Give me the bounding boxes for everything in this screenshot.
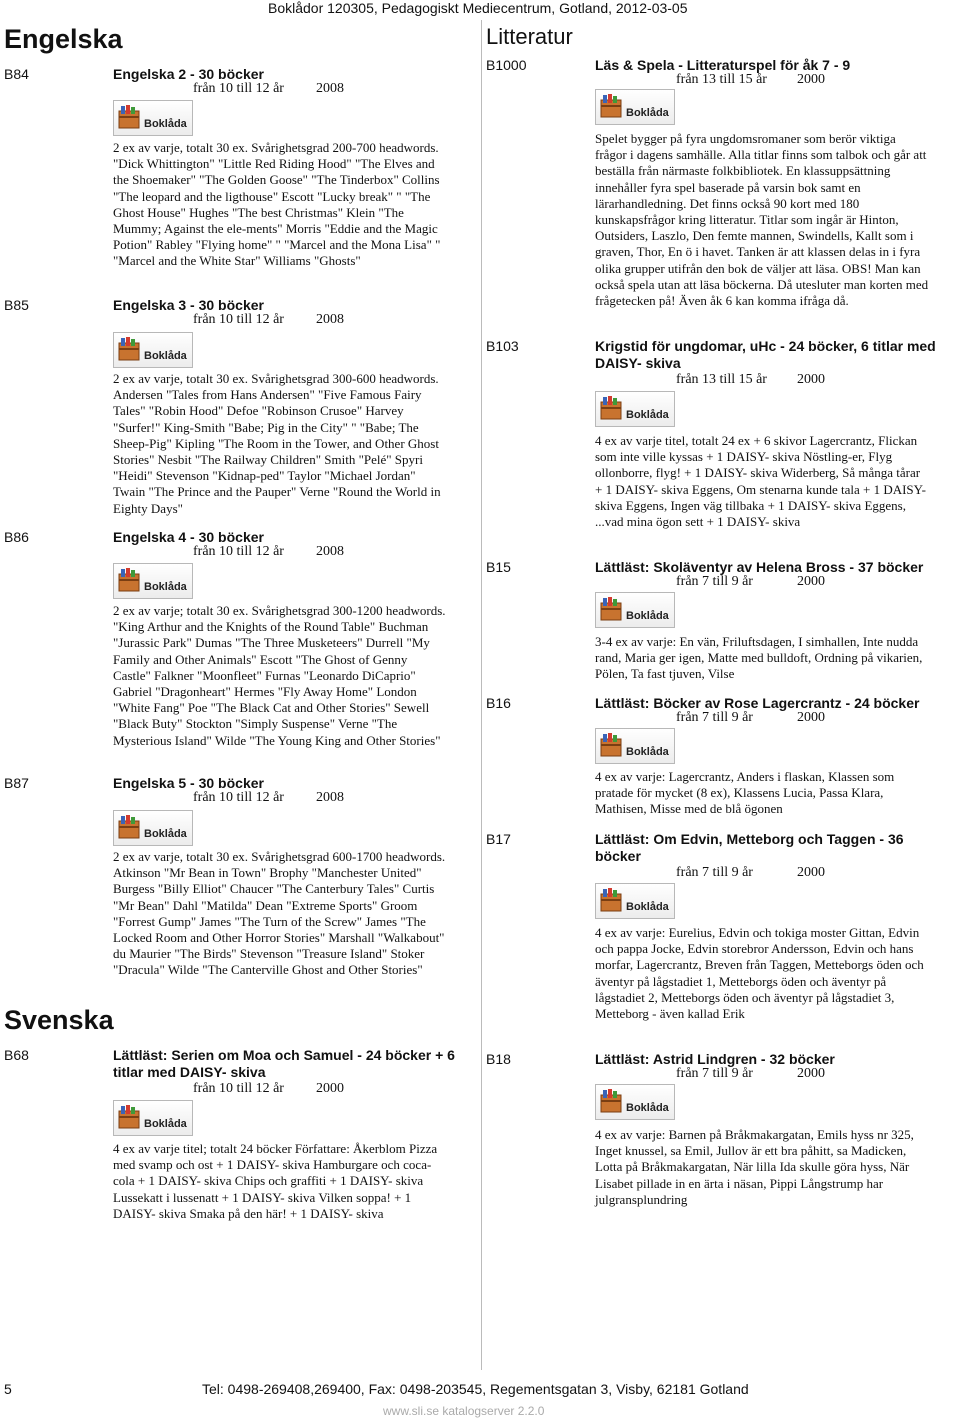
boklada-button[interactable]: Boklåda xyxy=(113,563,193,599)
boklada-button[interactable]: Boklåda xyxy=(595,592,675,628)
item-code: B84 xyxy=(4,66,29,82)
book-box-icon xyxy=(599,596,623,622)
item-year: 2000 xyxy=(797,1066,825,1081)
item-age: från 7 till 9 år xyxy=(676,710,753,725)
item-year: 2008 xyxy=(316,81,344,96)
item-code: B15 xyxy=(486,559,511,575)
book-box-icon xyxy=(117,567,141,593)
boklada-button[interactable]: Boklåda xyxy=(113,810,193,846)
boklada-button[interactable]: Boklåda xyxy=(113,1100,193,1136)
item-title: Engelska 3 - 30 böcker xyxy=(113,297,264,313)
item-title: Engelska 2 - 30 böcker xyxy=(113,66,264,82)
item-age: från 7 till 9 år xyxy=(676,865,753,880)
item-description: 4 ex av varje titel, totalt 24 ex + 6 skivor Lagercrantz, Flickan som inte ville kyssas + 1 DAISY- skiva Nöstling-er, Flyg ollonborre, flyg! + 1 DAISY- skiva Widerberg, Så många tårar + 1 DAISY- skiva Eggens, Om stenarna kunde tala + 1 DAISY- skiva Eggens, Ingen väg tillbaka + 1 DAISY- skiva Eggens, ...vad mina ögon sett + 1 DAISY- skiva xyxy=(595,433,926,530)
item-description: 4 ex av varje: Eurelius, Edvin och tokiga moster Gittan, Edvin och pappa Jocke, Edvin storebror Andersson, Edvin och hans morfar, Lagercrantz, Breven från Taggen, Metteborgs öden och äventyr på lågstadiet 1, Metteborgs öden och äventyr på lågstadiet 2, Metteborgs öden och äventyr på lågstadiet 3, Metteborg - även kallad Erik xyxy=(595,925,924,1022)
footer-url[interactable]: www.sli.se katalogserver 2.2.0 xyxy=(383,1404,545,1418)
item-age: från 10 till 12 år xyxy=(193,790,284,805)
item-code: B85 xyxy=(4,297,29,313)
item-year: 2008 xyxy=(316,312,344,327)
boklada-button[interactable]: Boklåda xyxy=(595,1084,675,1120)
column-divider xyxy=(481,20,482,1370)
item-code: B1000 xyxy=(486,57,527,73)
item-code: B68 xyxy=(4,1047,29,1063)
item-description: 2 ex av varje; totalt 30 ex. Svårighetsgrad 300-1200 headwords. "King Arthur and the Knights of the Round Table" Buchman "Jurassic Park" Dumas "The Three Musketeers" Durrell "My Family and Other Animals" Escott "The Ghost of Genny Castle" Falkner "Moonfleet" Furnas "Leonardo DiCaprio" Gabriel "Dragonheart" Hermes "Fly Away Home" London "White Fang" Poe "The Black Cat and Other Stories" Sewell "Black Buty" Stockton "Simply Suspense" Verne "The Mysterious Island" Wilde "The Young King and Other Stories" xyxy=(113,603,446,748)
item-title: Engelska 4 - 30 böcker xyxy=(113,529,264,545)
book-box-icon xyxy=(599,1088,623,1114)
section-title-svenska: Svenska xyxy=(4,1005,114,1035)
boklada-button[interactable]: Boklåda xyxy=(595,89,675,125)
book-box-icon xyxy=(599,395,623,421)
item-title: Engelska 5 - 30 böcker xyxy=(113,775,264,791)
item-title: Lättläst: Skoläventyr av Helena Bross - 37 böcker xyxy=(595,559,924,575)
item-title: Lättläst: Om Edvin, Metteborg och Taggen - 36 böcker xyxy=(595,831,904,864)
boklada-button[interactable]: Boklåda xyxy=(113,332,193,368)
item-title: Lättläst: Astrid Lindgren - 32 böcker xyxy=(595,1051,835,1067)
book-box-icon xyxy=(599,93,623,119)
book-box-icon xyxy=(599,887,623,913)
item-title: Lättläst: Böcker av Rose Lagercrantz - 24 böcker xyxy=(595,695,920,711)
item-age: från 13 till 15 år xyxy=(676,372,767,387)
item-year: 2000 xyxy=(316,1081,344,1096)
item-description: Spelet bygger på fyra ungdomsromaner som berör viktiga frågor i dagens samhälle. Alla titlar finns som talbok och går att beställa från närmaste folkbibliotek. En klassuppsättning innehåller fyra spel baserade på varsin bok samt en lärarhandledning. Det finns också 90 kort med 180 kunskapsfrågor kring litteratur. Titlar som ingår är Hinton, Outsiders, Laszlo, Den femte mannen, Swindells, Kallt som i graven, Thor, En ö i havet. Tanken är att klassen delas in i fyra olika grupper utifrån den bok de väljer att läsa. OBS! Man kan också spela utan att läsa böckerna. Då utesluter man korten med frågetecken på! Även åk 6 kan komma ifråga då. xyxy=(595,131,929,309)
footer-contact: Tel: 0498-269408,269400, Fax: 0498-203545, Regementsgatan 3, Visby, 62181 Gotland xyxy=(202,1381,749,1397)
item-age: från 13 till 15 år xyxy=(676,72,767,87)
item-description: 2 ex av varje, totalt 30 ex. Svårighetsgrad 300-600 headwords. Andersen "Tales from Hans Andersen" "Five Famous Fairy Tales" "Robin Hood" Defoe "Robinson Crusoe" Harvey "Surfer!" King-Smith "Babe; Pig in the City" " "Babe; The Sheep-Pig" Kipling "The Room in the Tower, and Other Ghost Stories" Nesbit "The Railway Children" Smith "Pelé" Spyri "Heidi" Stevenson "Kidnap-ped" Taylor "Michael Jordan" Twain "The Prince and the Pauper" Verne "Round the World in Eighty Days" xyxy=(113,371,441,516)
item-age: från 7 till 9 år xyxy=(676,1066,753,1081)
item-year: 2000 xyxy=(797,372,825,387)
item-code: B17 xyxy=(486,831,511,847)
book-box-icon xyxy=(117,814,141,840)
section-title-engelska: Engelska xyxy=(4,24,123,54)
book-box-icon xyxy=(599,732,623,758)
item-description: 3-4 ex av varje: En vän, Friluftsdagen, I simhallen, Inte nudda rand, Maria ger igen, Matte med bulldoft, Ordning på vikarien, Pölen, Ta fast tjuven, Vilse xyxy=(595,634,923,682)
section-title-litteratur: Litteratur xyxy=(486,24,573,49)
item-year: 2000 xyxy=(797,574,825,589)
item-title: Lättläst: Serien om Moa och Samuel - 24 böcker + 6 titlar med DAISY- skiva xyxy=(113,1047,455,1080)
book-box-icon xyxy=(117,336,141,362)
item-age: från 10 till 12 år xyxy=(193,81,284,96)
book-box-icon xyxy=(117,1104,141,1130)
page-header: Boklådor 120305, Pedagogiskt Mediecentrum, Gotland, 2012-03-05 xyxy=(268,0,688,16)
item-age: från 10 till 12 år xyxy=(193,544,284,559)
item-code: B86 xyxy=(4,529,29,545)
item-title: Krigstid för ungdomar, uHc - 24 böcker, 6 titlar med DAISY- skiva xyxy=(595,338,936,371)
item-description: 4 ex av varje titel; totalt 24 böcker Författare: Åkerblom Pizza med svamp och ost + 1 DAISY- skiva Hamburgare och coca-cola + 1 DAISY- skiva Chips och graffiti + 1 DAISY- skiva Lussekatt i lussenatt + 1 DAISY- skiva Vilken soppa! + 1 DAISY- skiva Smaka på den här! + 1 DAISY- skiva xyxy=(113,1141,438,1221)
item-age: från 7 till 9 år xyxy=(676,574,753,589)
item-year: 2008 xyxy=(316,790,344,805)
boklada-button[interactable]: Boklåda xyxy=(113,100,193,136)
item-description: 2 ex av varje, totalt 30 ex. Svårighetsgrad 600-1700 headwords. Atkinson "Mr Bean in Town" Brophy "Manchester United" Burgess "Billy Elliot" Chaucer "The Canterbury Tales" Curtis "Mr Bean" Dahl "Matilda" Dean "Extreme Sports" Groom "Forrest Gump" James "The Turn of the Screw" James "The Locked Room and Other Horror Stories" Marshall "Walkabout" du Maurier "The Birds" Stevenson "Treasure Island" Stoker "Dracula" Wilde "The Canterville Ghost and Other Stories" xyxy=(113,849,446,978)
boklada-button[interactable]: Boklåda xyxy=(595,391,675,427)
item-description: 2 ex av varje, totalt 30 ex. Svårighetsgrad 200-700 headwords. "Dick Whittington" "Little Red Riding Hood" "The Elves and the Shoemaker" "The Golden Goose" "The Tinderbox" Collins "The leopard and the ligthouse" Escott "Lucky break" " "The Ghost House" Hughes "The best Christmas" Klein "The Mummy; Against the ele-ments" Morris "Eddie and the Magic Potion" Rabley "Flying home" " "Marcel and the Mona Lisa" " "Marcel and the White Star" Williams "Ghosts" xyxy=(113,140,441,269)
boklada-button[interactable]: Boklåda xyxy=(595,728,675,764)
item-code: B18 xyxy=(486,1051,511,1067)
item-code: B16 xyxy=(486,695,511,711)
item-code: B87 xyxy=(4,775,29,791)
page-number: 5 xyxy=(4,1381,12,1397)
item-code: B103 xyxy=(486,338,519,354)
item-description: 4 ex av varje: Lagercrantz, Anders i flaskan, Klassen som pratade för mycket (8 ex), Klassens Lucia, Passa Klara, Mathisen, Misse med de blå ögonen xyxy=(595,769,895,817)
item-age: från 10 till 12 år xyxy=(193,1081,284,1096)
item-description: 4 ex av varje: Barnen på Bråkmakargatan, Emils hyss nr 325, Inget knussel, sa Emil, Jullov är ett bra påhitt, sa Madicken, Lotta på Bråkmakargatan, När lilla Ida skulle göra hyss, När Lisabet pillade in en ärta i näsan, Pippi Långstrump har julgransplundring xyxy=(595,1127,914,1207)
boklada-button[interactable]: Boklåda xyxy=(595,883,675,919)
item-year: 2008 xyxy=(316,544,344,559)
item-year: 2000 xyxy=(797,865,825,880)
book-box-icon xyxy=(117,104,141,130)
item-title: Läs & Spela - Litteraturspel för åk 7 - 9 xyxy=(595,57,851,73)
item-age: från 10 till 12 år xyxy=(193,312,284,327)
item-year: 2000 xyxy=(797,710,825,725)
item-year: 2000 xyxy=(797,72,825,87)
